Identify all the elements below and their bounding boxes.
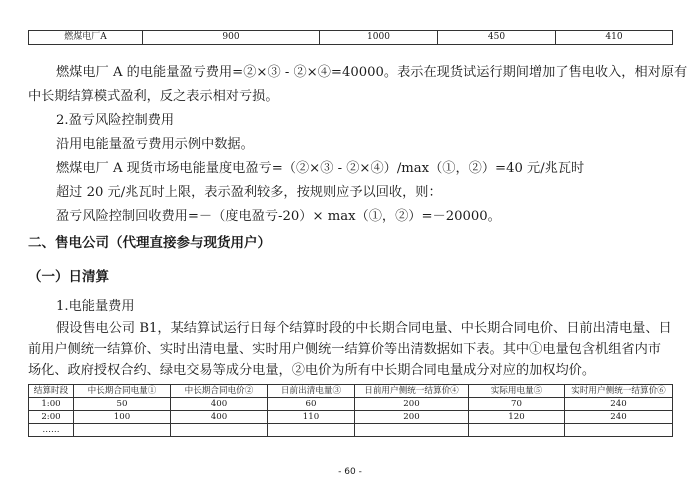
table-cell: 200 xyxy=(355,411,469,424)
table-cell: 200 xyxy=(355,398,469,411)
table-row xyxy=(29,31,673,45)
table-cell: 240 xyxy=(565,411,673,424)
table-cell: 410 xyxy=(556,31,673,45)
paragraph-profit-loss-explanation: 中长期结算模式盈利，反之表示相对亏损。 xyxy=(28,89,279,104)
paragraph-unit-profit-formula: 燃煤电厂 A 现货市场电能量度电盈亏=（②×③ - ②×④）/max（①，②）=40 元/兆瓦时 xyxy=(56,161,585,176)
table-row xyxy=(29,398,673,411)
table-cell xyxy=(355,424,469,437)
table-cell: 450 xyxy=(438,31,556,45)
table-cell: 400 xyxy=(171,411,268,424)
table-header-row xyxy=(29,385,673,398)
paragraph-exceeds-cap: 超过 20 元/兆瓦时上限，表示盈利较多，按规则应予以回收，则： xyxy=(56,185,442,200)
page-number: - 60 - xyxy=(338,467,362,477)
paragraph-recovery-fee: 盈亏风险控制回收费用=－（度电盈亏-20）× max（①，②）=－20000。 xyxy=(56,209,501,224)
subsection-title-risk-control: 2.盈亏风险控制费用 xyxy=(56,113,175,128)
section-heading-daily-settlement: （一）日清算 xyxy=(28,269,109,285)
table-cell: …… xyxy=(29,424,74,437)
table-cell: 100 xyxy=(74,411,171,424)
table-row xyxy=(29,424,673,437)
table-cell: 燃煤电厂A xyxy=(29,31,143,45)
generation-data-table-fragment xyxy=(28,30,673,45)
subsection-title-energy-fee: 1.电能量费用 xyxy=(56,299,135,314)
paragraph-reuse-data: 沿用电能量盈亏费用示例中数据。 xyxy=(56,137,254,152)
table-cell: 240 xyxy=(565,398,673,411)
table-cell xyxy=(171,424,268,437)
table-cell xyxy=(74,424,171,437)
table-cell: 2:00 xyxy=(29,411,74,424)
table-cell: 1000 xyxy=(320,31,438,45)
column-header: 日前用户侧统一结算价④ xyxy=(355,385,469,398)
table-cell: 70 xyxy=(469,398,565,411)
section-heading-retail-company: 二、售电公司（代理直接参与现货用户） xyxy=(28,235,271,251)
table-cell xyxy=(469,424,565,437)
column-header: 中长期合同电量① xyxy=(74,385,171,398)
table-cell: 120 xyxy=(469,411,565,424)
table-cell: 110 xyxy=(268,411,355,424)
paragraph-profit-loss-formula: 燃煤电厂 A 的电能量盈亏费用=②×③ - ②×④=40000。表示在现货试运行期间增加了售电收入，相对原有 xyxy=(56,65,688,80)
column-header: 实时用户侧统一结算价⑥ xyxy=(565,385,673,398)
table-cell: 60 xyxy=(268,398,355,411)
paragraph-retail-example: 假设售电公司 B1，某结算试运行日每个结算时段的中长期合同电量、中长期合同电价、日前出清电量、日前用户侧统一结算价、实时出清电量、实时用户侧统一结算价等出清数据如下表。其中①电量包含机组省内市场化、政府授权合约、绿电交易等成分电量，②电价为所有中长期合同电量成分对应的加权均价。 xyxy=(28,321,672,378)
table-cell: 900 xyxy=(143,31,320,45)
table-cell: 50 xyxy=(74,398,171,411)
column-header: 结算时段 xyxy=(29,385,74,398)
table-row xyxy=(29,411,673,424)
table-cell xyxy=(565,424,673,437)
column-header: 日前出清电量③ xyxy=(268,385,355,398)
table-cell: 1:00 xyxy=(29,398,74,411)
column-header: 实际用电量⑤ xyxy=(469,385,565,398)
retail-settlement-table xyxy=(28,384,673,437)
table-cell xyxy=(268,424,355,437)
column-header: 中长期合同电价② xyxy=(171,385,268,398)
table-cell: 400 xyxy=(171,398,268,411)
